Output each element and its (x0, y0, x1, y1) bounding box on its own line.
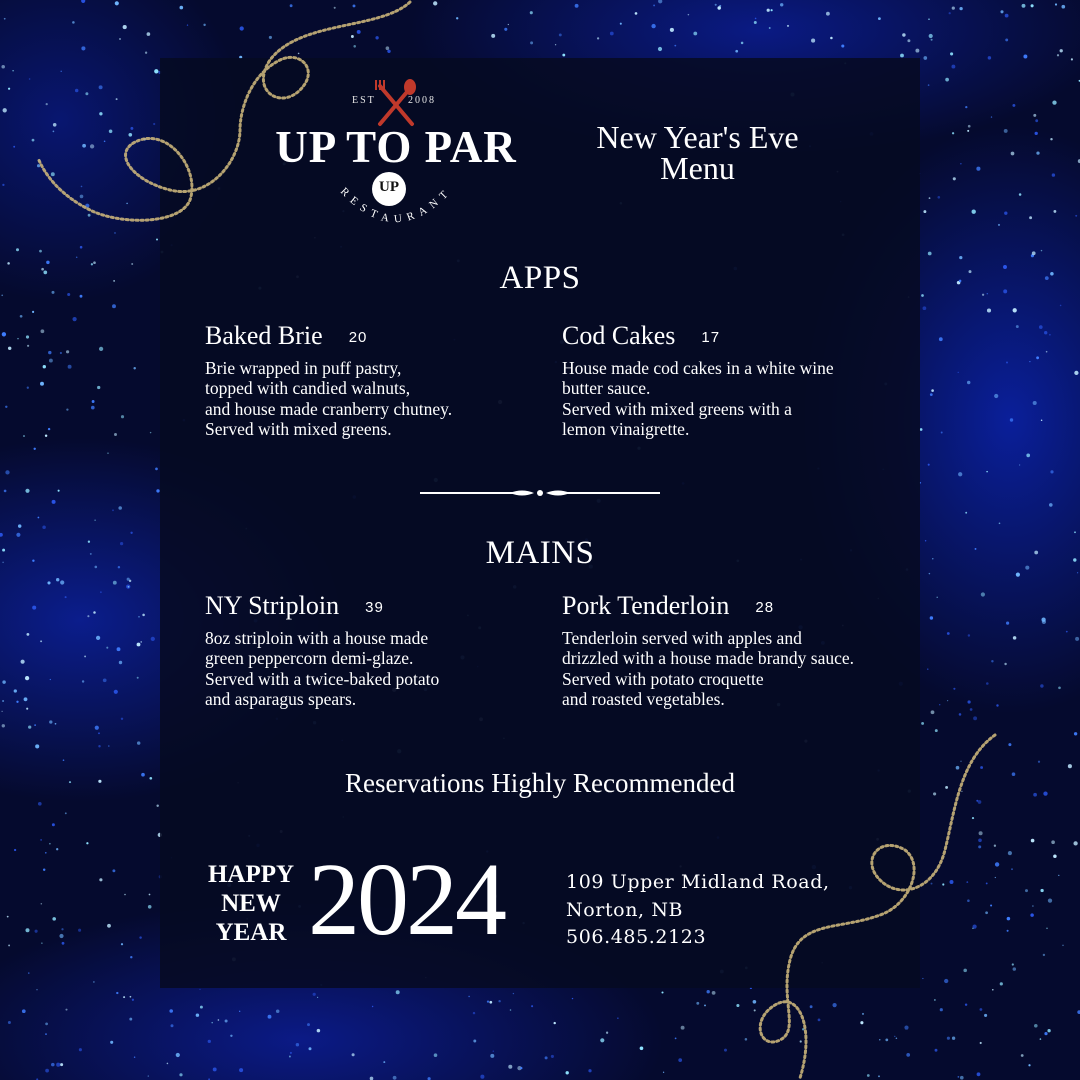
logo-est-label: EST (352, 95, 376, 106)
section-title-apps: APPS (499, 260, 581, 296)
item-description: Brie wrapped in puff pastry, topped with candied walnuts, and house made cranberry chutney. Served with mixed greens. (205, 358, 453, 439)
restaurant-subtitle: RESTAURANT (337, 184, 455, 226)
menu-title: New Year's Eve Menu (596, 119, 799, 186)
year-heading: 2024 (308, 842, 504, 957)
reservation-note: Reservations Highly Recommended (345, 768, 735, 798)
item-price: 17 (701, 329, 721, 346)
item-price: 28 (755, 599, 775, 616)
item-name: NY Striploin (205, 591, 340, 620)
item-name: Cod Cakes (562, 321, 676, 350)
logo-established-year: 2008 (408, 95, 436, 106)
monogram-text: UP (379, 179, 399, 195)
item-price: 39 (365, 599, 384, 616)
restaurant-address: 109 Upper Midland Road, Norton, NB 506.485.2123 (566, 871, 830, 948)
restaurant-name: UP TO PAR (275, 122, 517, 172)
item-description: Tenderloin served with apples and drizzled with a house made brandy sauce. Served with potato croquette and roasted vegetables. (562, 628, 855, 709)
item-description: 8oz striploin with a house made green peppercorn demi-glaze. Served with a twice-baked potato and asparagus spears. (205, 628, 440, 709)
section-title-mains: MAINS (485, 535, 595, 571)
item-name: Pork Tenderloin (562, 591, 730, 620)
item-price: 20 (348, 329, 368, 346)
item-name: Baked Brie (205, 321, 323, 350)
item-description: House made cod cakes in a white wine butter sauce. Served with mixed greens with a lemon vinaigrette. (562, 358, 834, 439)
happy-new-year-text: HAPPY NEW YEAR (207, 861, 295, 946)
